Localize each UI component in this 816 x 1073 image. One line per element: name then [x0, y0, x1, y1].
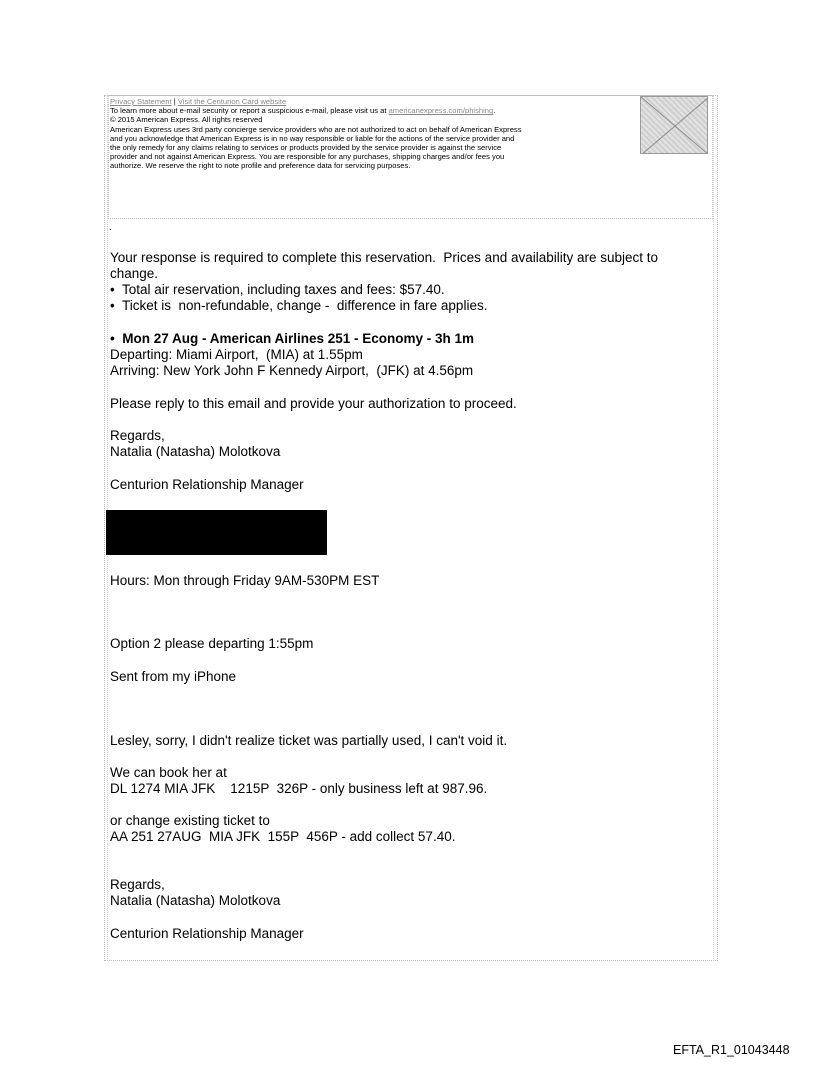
phishing-period: .	[493, 106, 496, 116]
frame-inner-right-border	[713, 95, 715, 961]
book-intro: We can book her at	[110, 765, 227, 780]
disclaimer-line-1: American Express uses 3rd party concierge service providers who are not authorized to act on behalf of American Express	[110, 124, 522, 134]
disclaimer-line-2: and you acknowledge that American Express is in no way responsible or liable for the actions of the service provider and	[110, 133, 515, 143]
change-intro: or change existing ticket to	[110, 813, 270, 828]
ticket-bullet: • Ticket is non-refundable, change - difference in fare applies.	[110, 298, 488, 313]
phishing-link[interactable]: americanexpress.com/phishing	[388, 106, 494, 116]
book-option: DL 1274 MIA JFK 1215P 326P - only business left at 987.96.	[110, 781, 488, 796]
broken-image-icon	[640, 96, 708, 154]
signature-title-2: Centurion Relationship Manager	[110, 926, 304, 941]
centurion-website-link[interactable]: Visit the Centurion Card website	[177, 97, 287, 106]
signature-name-2: Natalia (Natasha) Molotkova	[110, 893, 281, 908]
arriving-line: Arriving: New York John F Kennedy Airport, (JFK) at 4.56pm	[110, 363, 474, 378]
disclaimer-line-4: provider and not against American Express. You are responsible for any purchases, shipping charges and/or fees you	[110, 152, 505, 162]
regards-2: Regards,	[110, 877, 165, 892]
sent-from-line: Sent from my iPhone	[110, 669, 237, 684]
hours-line: Hours: Mon through Friday 9AM-530PM EST	[110, 573, 380, 588]
response-line-2: change.	[110, 266, 159, 281]
flight-header: • Mon 27 Aug - American Airlines 251 - Economy - 3h 1m	[110, 331, 475, 346]
signature-title-1: Centurion Relationship Manager	[110, 477, 304, 492]
privacy-statement-link[interactable]: Privacy Statement	[110, 97, 172, 106]
change-option: AA 251 27AUG MIA JFK 155P 456P - add collect 57.40.	[110, 829, 456, 844]
disclaimer-line-5: authorize. We reserve the right to note profile and preference data for servicing purposes.	[110, 161, 411, 171]
regards-1: Regards,	[110, 428, 165, 443]
document-id: EFTA_R1_01043448	[673, 1043, 790, 1057]
signature-name-1: Natalia (Natasha) Molotkova	[110, 444, 281, 459]
stray-dot: .	[109, 222, 112, 232]
departing-line: Departing: Miami Airport, (MIA) at 1.55pm	[110, 347, 363, 362]
response-line-1: Your response is required to complete this reservation. Prices and availability are subject to	[110, 250, 659, 265]
redaction-block	[106, 510, 327, 555]
copyright-text: © 2015 American Express. All rights reserved	[110, 115, 263, 125]
footer-separator: |	[173, 97, 176, 106]
reply-option: Option 2 please departing 1:55pm	[110, 636, 314, 651]
disclaimer-line-3: the only remedy for any claims relating to services or products provided by the service provider is against the service	[110, 143, 502, 153]
amex-footer-text	[110, 97, 638, 171]
reply-request: Please reply to this email and provide your authorization to proceed.	[110, 396, 517, 411]
security-text: To learn more about e-mail security or report a suspicious e-mail, please visit us at	[110, 106, 387, 116]
apology-line: Lesley, sorry, I didn't realize ticket was partially used, I can't void it.	[110, 733, 508, 748]
total-bullet: • Total air reservation, including taxes and fees: $57.40.	[110, 282, 445, 297]
